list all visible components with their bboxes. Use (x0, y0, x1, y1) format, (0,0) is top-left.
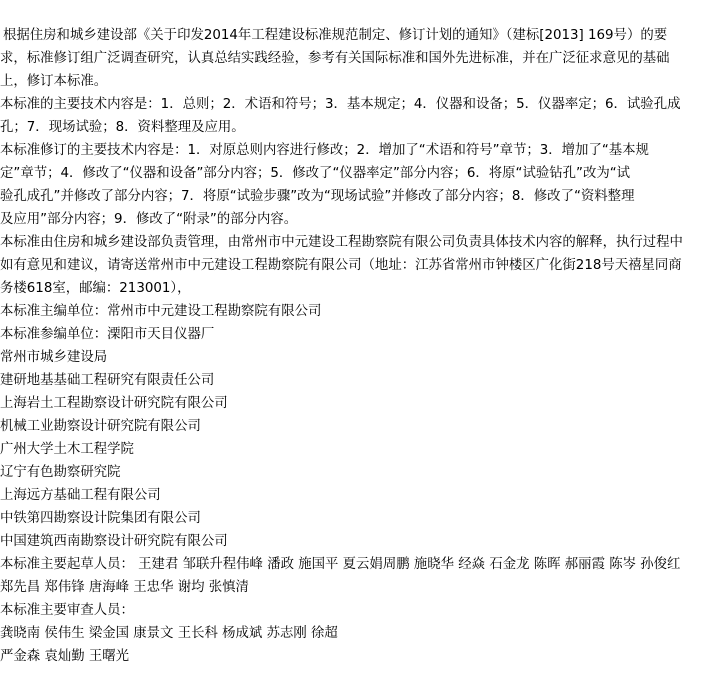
revision-content-line-4: 及应用”部分内容；9．修改了“附录”的部分内容。 (0, 212, 298, 227)
reviewers-line-1: 龚晓南 侯伟生 梁金国 康景文 王长科 杨成斌 苏志刚 徐超 (0, 626, 338, 641)
participating-unit-item: 常州市城乡建设局 (0, 350, 108, 365)
participating-unit-item: 机械工业勘察设计研究院有限公司 (0, 419, 201, 434)
participating-unit-item: 中铁第四勘察设计院集团有限公司 (0, 511, 201, 526)
drafters-line-1: 本标准主要起草人员： 王建君 邹联升程伟峰 潘政 施国平 夏云娟周鹏 施晓华 经焱 石金龙 陈晖 郝丽霞 陈岑 孙俊红 (0, 557, 681, 572)
management-note-line-2: 如有意见和建议，请寄送常州市中元建设工程勘察院有限公司（地址：江苏省常州市钟楼区广化街218号天禧星同商 (0, 258, 682, 273)
revision-content-line-1: 本标准修订的主要技术内容是：1．对原总则内容进行修改；2．增加了“术语和符号”章节；3．增加了“基本规 (0, 143, 649, 158)
chief-editor-unit: 本标准主编单位：常州市中元建设工程勘察院有限公司 (0, 304, 322, 319)
management-note-line-3: 务楼618室，邮编：213001）， (0, 281, 191, 296)
reviewers-heading: 本标准主要审查人员： (0, 603, 134, 618)
reviewers-line-2: 严金森 袁灿勤 王曙光 (0, 649, 130, 664)
paragraph-preface-line-3: 上，修订本标准。 (0, 74, 108, 89)
drafters-line-2: 郑先昌 郑伟锋 唐海峰 王忠华 谢均 张慎清 (0, 580, 249, 595)
participating-unit-item: 上海远方基础工程有限公司 (0, 488, 161, 503)
participating-unit-item: 中国建筑西南勘察设计研究院有限公司 (0, 534, 228, 549)
technical-content-line-2: 孔；7．现场试验；8．资料整理及应用。 (0, 120, 245, 135)
participating-unit-item: 建研地基基础工程研究有限责任公司 (0, 373, 215, 388)
paragraph-preface-line-2: 求，标准修订组广泛调查研究，认真总结实践经验，参考有关国际标准和国外先进标准，并在广泛征求意见的基础 (0, 51, 670, 66)
revision-content-line-3: 验孔成孔”并修改了部分内容；7．将原“试验步骤”改为“现场试验”并修改了部分内容；8．修改了“资料整理 (0, 189, 635, 204)
participating-unit-item: 辽宁有色勘察研究院 (0, 465, 121, 480)
participating-unit: 本标准参编单位：溧阳市天目仪器厂 (0, 327, 215, 342)
participating-unit-item: 广州大学土木工程学院 (0, 442, 134, 457)
technical-content-line-1: 本标准的主要技术内容是：1．总则；2．术语和符号；3．基本规定；4．仪器和设备；5．仪器率定；6．试验孔成 (0, 97, 681, 112)
management-note-line-1: 本标准由住房和城乡建设部负责管理，由常州市中元建设工程勘察院有限公司负责具体技术内容的解释，执行过程中 (0, 235, 683, 250)
revision-content-line-2: 定”章节；4．修改了“仪器和设备”部分内容；5．修改了“仪器率定”部分内容；6．将原“试验钻孔”改为“试 (0, 166, 631, 181)
paragraph-preface-line-1: 根据住房和城乡建设部《关于印发2014年工程建设标准规范制定、修订计划的通知》（建标[2013] 169号）的要 (3, 28, 668, 43)
participating-unit-item: 上海岩土工程勘察设计研究院有限公司 (0, 396, 228, 411)
